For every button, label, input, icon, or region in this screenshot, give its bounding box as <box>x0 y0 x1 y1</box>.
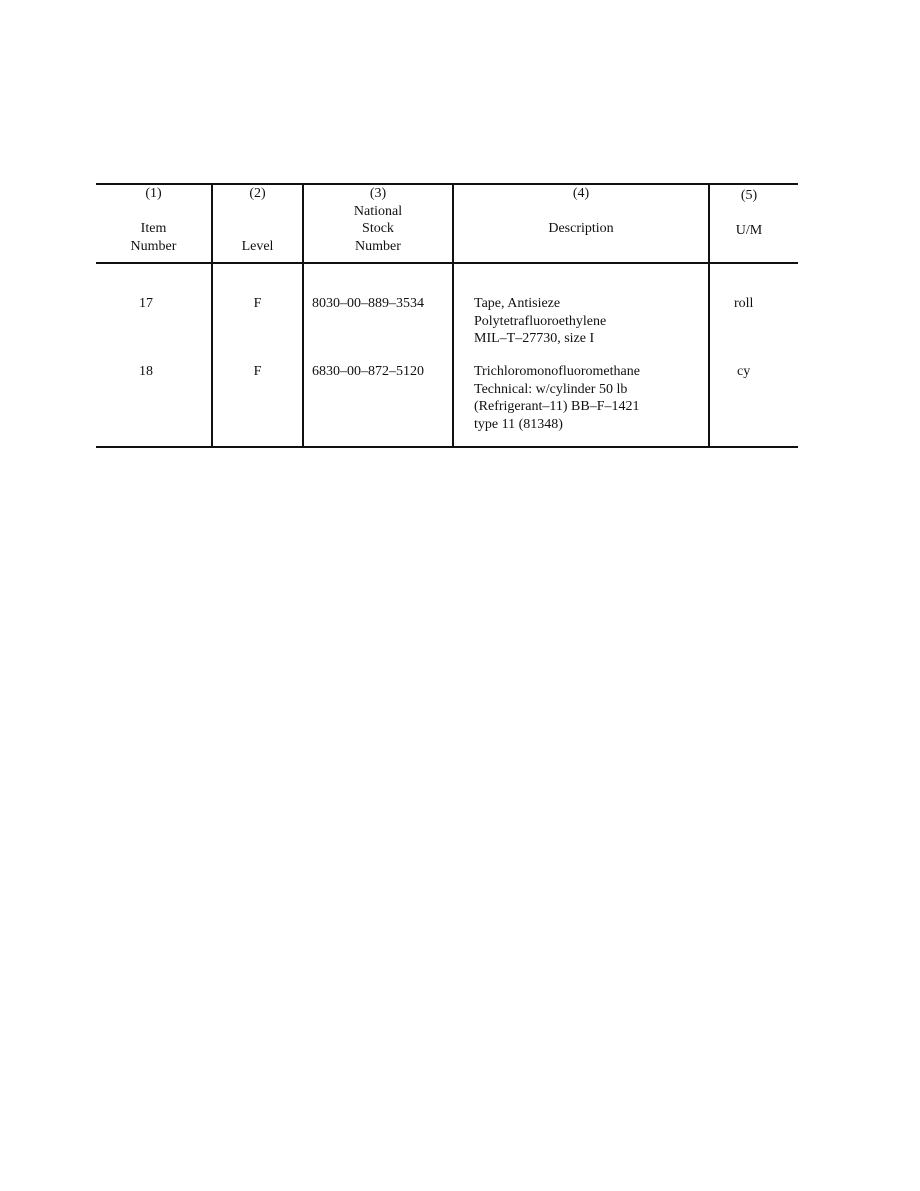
header-number: (3) <box>369 186 387 201</box>
row-18-unit-of-measure: cy <box>737 364 751 379</box>
description-line: Trichloromonofluoromethane <box>474 364 640 379</box>
header-number: (5) <box>740 188 758 203</box>
description-line: MIL–T–27730, size I <box>474 331 595 346</box>
header-label-line: Number <box>130 238 177 254</box>
row-17-description <box>474 295 606 348</box>
header-label-line <box>454 203 708 221</box>
header-label-line: Level <box>241 238 274 254</box>
header-level <box>213 185 302 255</box>
header-number: (2) <box>249 186 266 201</box>
header-item-number <box>96 185 211 255</box>
description-line: type 11 (81348) <box>474 416 563 432</box>
header-label-line: Description <box>548 221 614 236</box>
row-18-item-number: 18 <box>139 364 153 379</box>
description-line: Tape, Antisieze <box>474 296 561 311</box>
description-line: Technical: w/cylinder 50 lb <box>474 381 628 397</box>
header-number: (4) <box>572 186 590 201</box>
header-national-stock-number <box>304 185 452 255</box>
row-17-level: F <box>253 296 262 311</box>
row-18-description <box>474 363 640 433</box>
header-label-line: U/M <box>735 223 763 238</box>
header-description <box>454 185 708 238</box>
header-number: (1) <box>145 186 162 201</box>
header-label-line: Number <box>355 238 401 254</box>
header-label-line: National <box>353 203 403 219</box>
header-label-line: Item <box>140 221 167 236</box>
row-17-item-number: 17 <box>139 296 153 311</box>
row-17-nsn: 8030–00–889–3534 <box>312 296 424 311</box>
description-line: Polytetrafluoroethylene <box>474 313 607 329</box>
header-label-line <box>96 203 211 221</box>
table-bottom-rule <box>96 446 798 448</box>
header-label-line <box>213 203 302 221</box>
header-label-line: Stock <box>362 221 394 236</box>
header-label-line <box>213 220 302 238</box>
header-unit-of-measure <box>710 187 788 240</box>
expendable-supplies-table <box>96 183 798 448</box>
table-header-rule <box>96 262 798 264</box>
row-18-level: F <box>253 364 262 379</box>
row-17-unit-of-measure: roll <box>734 296 754 311</box>
header-label-line <box>710 205 788 223</box>
row-18-nsn: 6830–00–872–5120 <box>312 364 424 379</box>
description-line: (Refrigerant–11) BB–F–1421 <box>474 399 640 414</box>
